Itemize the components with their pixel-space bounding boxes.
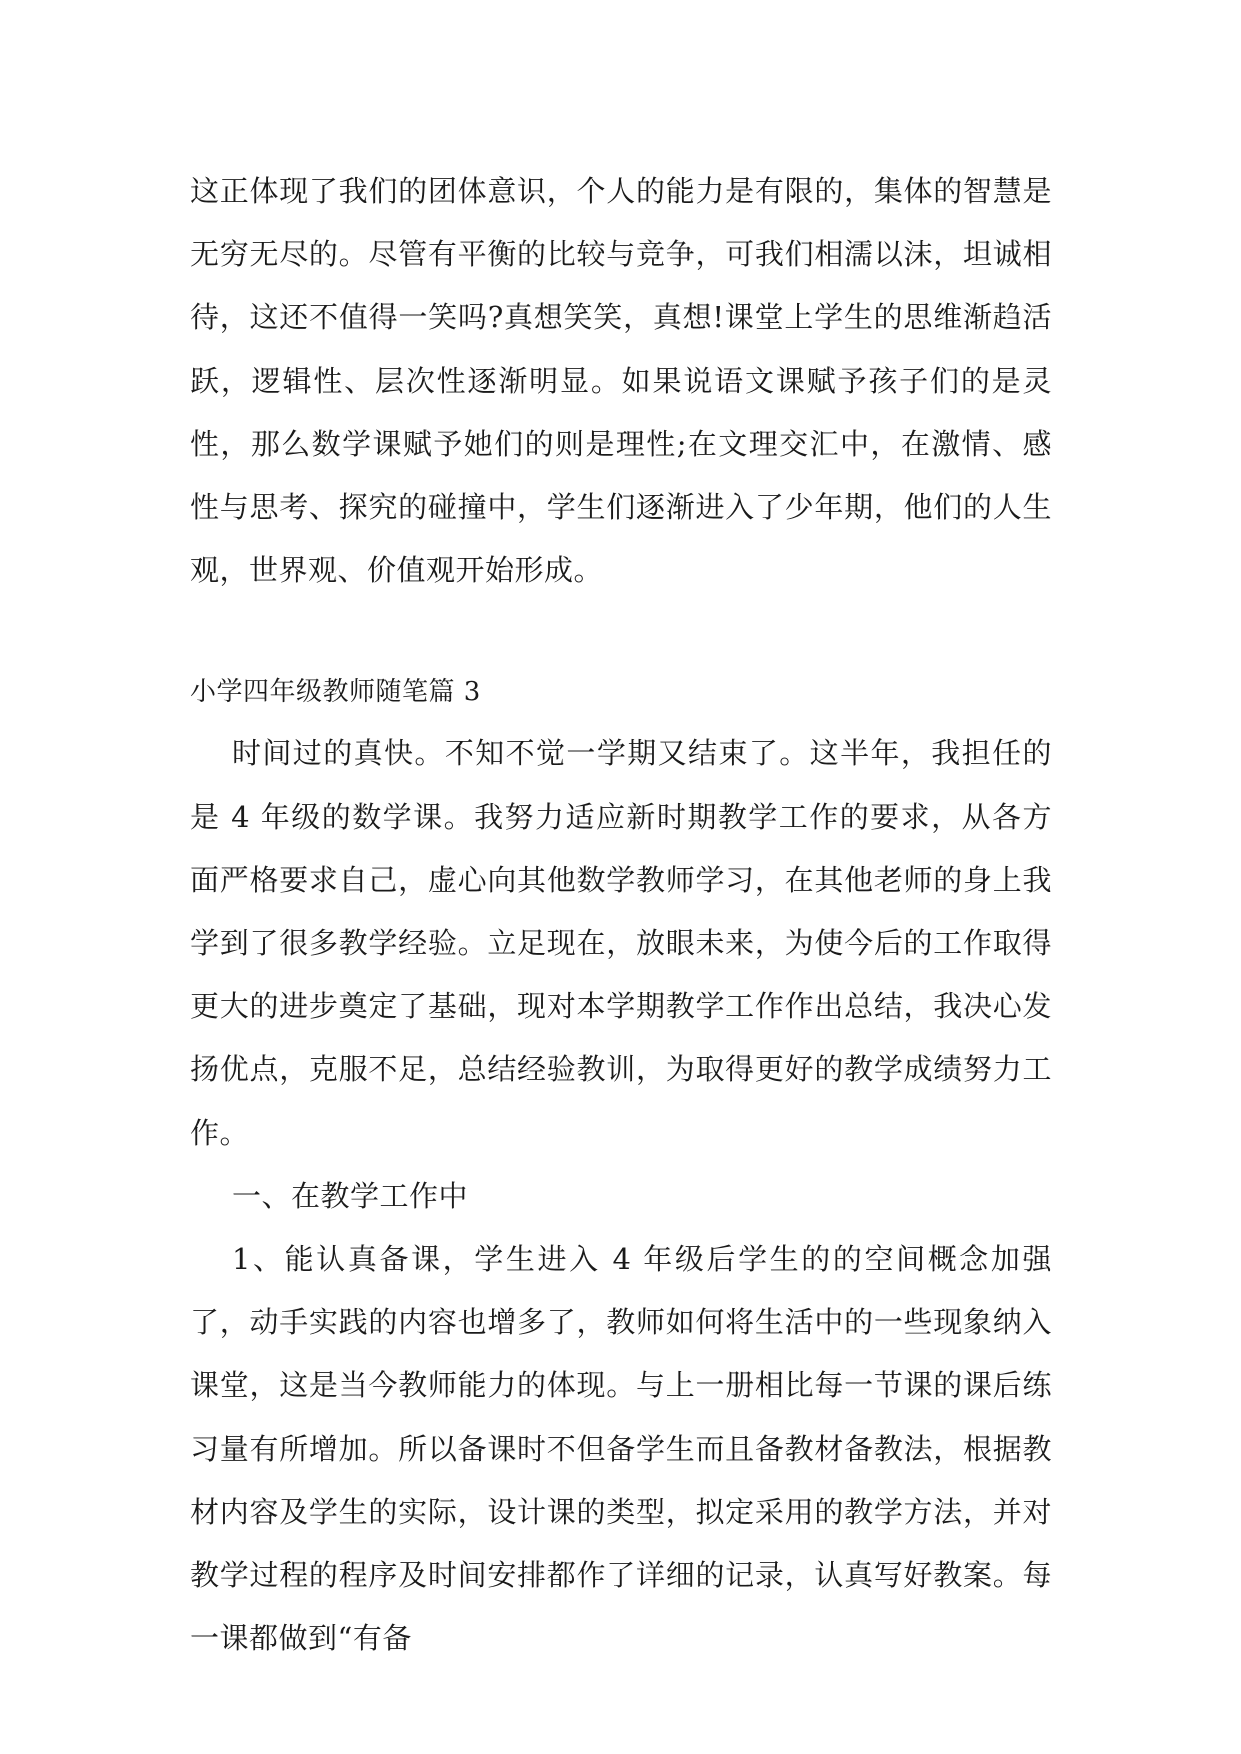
document-body [190, 160, 1052, 1670]
body-paragraph-1: 这正体现了我们的团体意识，个人的能力是有限的，集体的智慧是无穷无尽的。尽管有平衡的比较与竞争，可我们相濡以沫，坦诚相待，这还不值得一笑吗?真想笑笑，真想!课堂上学生的思维渐趋活跃，逻辑性、层次性逐渐明显。如果说语文课赋予孩子们的是灵性，那么数学课赋予她们的则是理性;在文理交汇中，在激情、感性与思考、探究的碰撞中，学生们逐渐进入了少年期，他们的人生观，世界观、价值观开始形成。 [190, 174, 1052, 588]
body-paragraph-3: 1、能认真备课，学生进入 4 年级后学生的的空间概念加强了，动手实践的内容也增多了，教师如何将生活中的一些现象纳入课堂，这是当今教师能力的体现。与上一册相比每一节课的课后练习量有所增加。所以备课时不但备学生而且备教材备教法，根据教材内容及学生的实际，设计课的类型，拟定采用的教学方法，并对教学过程的程序及时间安排都作了详细的记录，认真写好教案。每一课都做到“有备 [190, 1242, 1052, 1656]
body-paragraph-2: 时间过的真快。不知不觉一学期又结束了。这半年，我担任的是 4 年级的数学课。我努力适应新时期教学工作的要求，从各方面严格要求自己，虚心向其他数学教师学习，在其他老师的身上我学到了很多教学经验。立足现在，放眼未来，为使今后的工作取得更大的进步奠定了基础，现对本学期教学工作作出总结，我决心发扬优点，克服不足，总结经验教训，为取得更好的教学成绩努力工作。 [190, 736, 1052, 1150]
section-spacer [190, 602, 1052, 662]
subheading: 一、在教学工作中 [232, 1178, 469, 1213]
section-heading: 小学四年级教师随笔篇 3 [190, 677, 481, 708]
